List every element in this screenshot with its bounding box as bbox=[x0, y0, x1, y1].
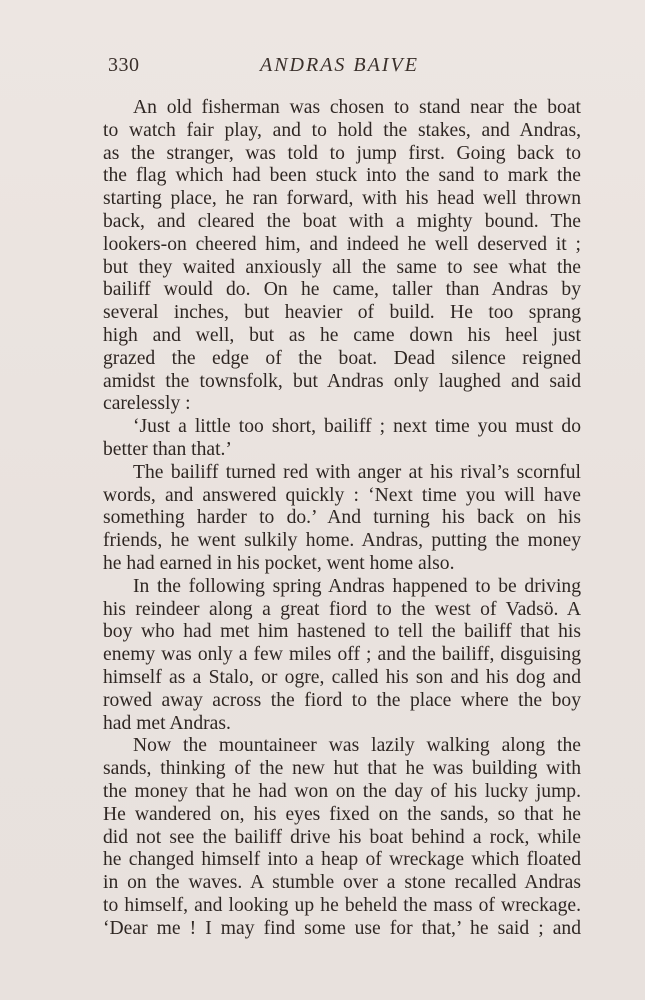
text-line: enemy was only a few miles off ; and the bailiff, disguising bbox=[103, 644, 581, 666]
text-line: something harder to do.’ And turning his back on his bbox=[103, 507, 581, 529]
text-line: to himself, and looking up he beheld the mass of wreckage. bbox=[103, 894, 581, 916]
text-line: to watch fair play, and to hold the stakes, and Andras, bbox=[103, 119, 581, 141]
body-text bbox=[103, 97, 581, 940]
text-line: himself as a Stalo, or ogre, called his son and his dog and bbox=[103, 666, 581, 688]
text-line: high and well, but as he came down his heel just bbox=[103, 324, 581, 346]
text-line: He wandered on, his eyes fixed on the sands, so that he bbox=[103, 803, 581, 825]
page-header bbox=[108, 54, 578, 84]
text-line: his reindeer along a great fiord to the west of Vadsö. A bbox=[103, 598, 581, 620]
text-line: better than that.’ bbox=[103, 438, 232, 460]
text-line: back, and cleared the boat with a mighty bound. The bbox=[103, 210, 581, 232]
text-line: bailiff would do. On he came, taller than Andras by bbox=[103, 279, 581, 301]
text-line: the money that he had won on the day of his lucky jump. bbox=[103, 780, 581, 802]
text-line: ‘Dear me ! I may find some use for that,’ he said ; and bbox=[103, 917, 581, 939]
text-line: in on the waves. A stumble over a stone recalled Andras bbox=[103, 872, 581, 894]
text-line: the flag which had been stuck into the sand to mark the bbox=[103, 165, 581, 187]
text-line: ‘Just a little too short, bailiff ; next time you must do bbox=[133, 416, 581, 438]
text-line: did not see the bailiff drive his boat behind a rock, while bbox=[103, 826, 581, 848]
text-line: he changed himself into a heap of wreckage which floated bbox=[103, 849, 581, 871]
text-line: carelessly : bbox=[103, 393, 191, 415]
text-line: The bailiff turned red with anger at his rival’s scornful bbox=[133, 461, 581, 483]
text-line: lookers-on cheered him, and indeed he well deserved it ; bbox=[103, 233, 581, 255]
text-line: friends, he went sulkily home. Andras, putting the money bbox=[103, 530, 581, 552]
text-line: amidst the townsfolk, but Andras only laughed and said bbox=[103, 370, 581, 392]
text-line: rowed away across the fiord to the place where the boy bbox=[103, 689, 581, 711]
text-line: grazed the edge of the boat. Dead silence reigned bbox=[103, 347, 581, 369]
text-line: An old fisherman was chosen to stand near the boat bbox=[133, 97, 581, 118]
text-line: Now the mountaineer was lazily walking along the bbox=[133, 735, 581, 757]
text-line: sands, thinking of the new hut that he was building with bbox=[103, 758, 581, 780]
text-line: but they waited anxiously all the same to see what the bbox=[103, 256, 581, 278]
text-line: In the following spring Andras happened to be driving bbox=[133, 575, 581, 597]
text-line: starting place, he ran forward, with his head well thrown bbox=[103, 188, 581, 210]
text-line: he had earned in his pocket, went home also. bbox=[103, 552, 455, 574]
page-number: 330 bbox=[108, 54, 140, 76]
text-line: several inches, but heavier of build. He too sprang bbox=[103, 302, 581, 324]
text-line: boy who had met him hastened to tell the bailiff that his bbox=[103, 621, 581, 643]
text-line: as the stranger, was told to jump first. Going back to bbox=[103, 142, 581, 164]
running-title: ANDRAS BAIVE bbox=[260, 54, 419, 76]
text-line: had met Andras. bbox=[103, 712, 231, 734]
text-line: words, and answered quickly : ‘Next time you will have bbox=[103, 484, 581, 506]
